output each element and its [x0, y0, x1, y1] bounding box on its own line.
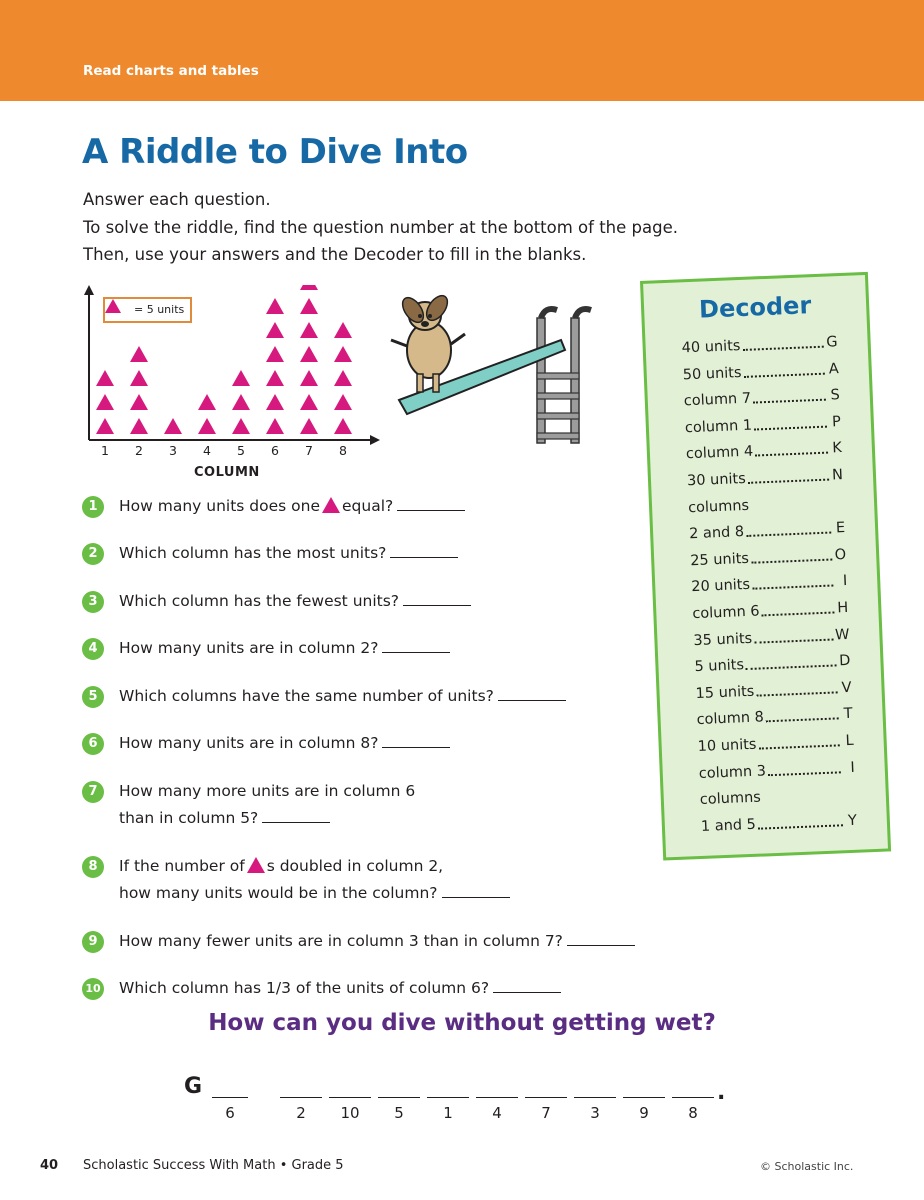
decoder-row — [686, 440, 843, 462]
decoder-label: column 7 — [683, 390, 752, 410]
decoder-label: column 6 — [692, 603, 760, 623]
question-text: If the number of — [119, 857, 245, 875]
x-axis-title: COLUMN — [194, 465, 260, 480]
decoder-leader-dots — [753, 399, 826, 404]
answer-blank[interactable] — [403, 592, 471, 606]
decoder-leader-dots — [748, 479, 829, 484]
decoder-letter: A — [828, 360, 840, 378]
decoder-leader-dots — [752, 585, 833, 590]
pictograph-triangle — [266, 346, 284, 362]
decoder-leader-dots — [754, 425, 827, 430]
pictograph-chart — [82, 285, 382, 485]
decoder-leader-dots — [766, 718, 839, 723]
decoder-label: 35 units — [693, 630, 753, 649]
answer-blank[interactable] — [442, 884, 510, 898]
x-tick-label: 3 — [169, 443, 177, 458]
decoder-label: 10 units — [697, 736, 757, 756]
decoder-label: 30 units — [686, 470, 747, 490]
decoder-row — [696, 706, 853, 728]
decoder-row — [690, 547, 847, 569]
question-text: How many units are in column 2? — [119, 639, 379, 657]
riddle-question: How can you dive without getting wet? — [208, 1010, 716, 1036]
riddle-given-letter: G — [184, 1074, 203, 1099]
decoder-leader-dots — [744, 372, 825, 377]
decoder-leader-dots — [755, 452, 828, 457]
riddle-blank[interactable] — [525, 1096, 567, 1098]
question-text-line2: than in column 5? — [119, 809, 259, 827]
pictograph-triangle — [300, 298, 318, 314]
decoder-letter: E — [835, 520, 846, 537]
decoder-letter: S — [830, 387, 841, 404]
page-number: 40 — [40, 1158, 59, 1173]
question-number-badge: 10 — [82, 978, 104, 1000]
header-band — [0, 0, 924, 101]
pictograph-triangle — [198, 418, 216, 434]
question-number-badge: 4 — [82, 638, 104, 660]
question-text: Which columns have the same number of units? — [119, 687, 494, 705]
page-title: A Riddle to Dive Into — [82, 132, 468, 172]
pictograph-triangle — [232, 370, 250, 386]
decoder-label: column 4 — [685, 443, 754, 463]
decoder-row — [700, 786, 857, 808]
decoder-letter: N — [831, 467, 844, 484]
pictograph-triangle — [96, 370, 114, 386]
decoder-letter: V — [841, 679, 852, 697]
riddle-blank-number: 9 — [639, 1104, 649, 1122]
decoder-letter: I — [842, 573, 848, 590]
decoder-row — [701, 813, 858, 835]
answer-blank[interactable] — [382, 734, 450, 748]
question-number-badge: 8 — [82, 856, 104, 878]
question-text-end: equal? — [342, 497, 394, 515]
riddle-blank-number: 2 — [296, 1104, 306, 1122]
x-tick-label: 5 — [237, 443, 245, 458]
answer-blank[interactable] — [382, 639, 450, 653]
riddle-blank[interactable] — [427, 1096, 469, 1098]
decoder-letter: L — [845, 732, 854, 750]
decoder-label: columns — [699, 789, 762, 809]
riddle-blank-number: 7 — [541, 1104, 551, 1122]
question-text: How many fewer units are in column 3 than in column 7? — [119, 932, 563, 950]
question-number-badge: 9 — [82, 931, 104, 953]
decoder-leader-dots — [746, 665, 837, 671]
pictograph-triangle — [334, 370, 352, 386]
riddle-blank-number: 8 — [688, 1104, 698, 1122]
answer-blank[interactable] — [567, 932, 635, 946]
book-title: Scholastic Success With Math • Grade 5 — [83, 1158, 344, 1173]
riddle-blank-number: 1 — [443, 1104, 453, 1122]
decoder-leader-dots — [762, 611, 835, 616]
decoder-label: columns — [687, 497, 750, 516]
decoder-row — [693, 626, 850, 648]
decoder-letter: G — [826, 334, 838, 351]
riddle-end-mark: . — [717, 1080, 726, 1105]
x-tick-label: 1 — [101, 443, 109, 458]
riddle-blank[interactable] — [329, 1096, 371, 1098]
pictograph-triangle — [198, 394, 216, 410]
riddle-blank[interactable] — [672, 1096, 714, 1098]
pictograph-triangle — [300, 285, 318, 290]
question-text: Which column has the fewest units? — [119, 592, 400, 610]
decoder-leader-dots — [756, 691, 837, 696]
answer-blank[interactable] — [397, 497, 465, 511]
copyright: © Scholastic Inc. — [760, 1160, 854, 1173]
riddle-blank[interactable] — [623, 1096, 665, 1098]
answer-blank[interactable] — [498, 687, 566, 701]
pictograph-triangle — [130, 346, 148, 362]
x-tick-label: 7 — [305, 443, 313, 458]
decoder-row — [688, 494, 845, 516]
decoder-row — [698, 759, 855, 781]
decoder-title: Decoder — [698, 291, 812, 324]
decoder-row — [682, 361, 839, 383]
decoder-row — [689, 520, 846, 542]
decoder-leader-dots — [758, 824, 843, 829]
decoder-letter: P — [831, 413, 842, 431]
triangle-icon — [322, 497, 340, 513]
pictograph-triangle — [334, 322, 352, 338]
answer-blank[interactable] — [493, 979, 561, 993]
decoder-leader-dots — [754, 638, 833, 643]
pictograph-triangle — [334, 394, 352, 410]
instruction-line-3: Then, use your answers and the Decoder to fill in the blanks. — [83, 245, 587, 264]
pictograph-triangle — [334, 418, 352, 434]
decoder-letter: K — [832, 440, 843, 457]
pictograph-triangle — [300, 418, 318, 434]
instruction-line-1: Answer each question. — [83, 190, 271, 209]
question-text: How many units are in column 8? — [119, 734, 379, 752]
decoder-row — [692, 600, 849, 622]
decoder-panel — [640, 272, 891, 861]
riddle-blank-number: 3 — [590, 1104, 600, 1122]
pictograph-triangle — [334, 346, 352, 362]
decoder-row — [687, 467, 844, 489]
question-text: Which column has 1/3 of the units of column 6? — [119, 979, 490, 997]
question-number-badge: 1 — [82, 496, 104, 518]
answer-blank[interactable] — [262, 809, 330, 823]
decoder-letter: H — [837, 599, 849, 617]
y-axis-arrow — [84, 285, 94, 295]
decoder-label: 40 units — [681, 338, 741, 357]
decoder-label: 5 units — [694, 657, 745, 676]
decoder-leader-dots — [768, 771, 841, 776]
question-text: How many more units are in column 6 — [119, 782, 416, 800]
pictograph-triangle — [232, 418, 250, 434]
pictograph-triangle — [130, 394, 148, 410]
decoder-label: 25 units — [689, 550, 750, 569]
decoder-label: column 8 — [696, 709, 765, 729]
decoder-row — [681, 334, 838, 356]
legend-text: = 5 units — [134, 303, 185, 316]
dog-diving-board-illustration — [385, 288, 605, 448]
decoder-label: column 1 — [684, 417, 753, 437]
decoder-label: 2 and 8 — [688, 524, 745, 543]
question-number-badge: 2 — [82, 543, 104, 565]
decoder-label: 20 units — [691, 577, 751, 596]
decoder-letter: T — [843, 706, 853, 723]
riddle-blank[interactable] — [378, 1096, 420, 1098]
riddle-blank[interactable] — [476, 1096, 518, 1098]
decoder-row — [684, 387, 841, 409]
riddle-blank-number: 10 — [340, 1104, 360, 1122]
pictograph-triangle — [266, 394, 284, 410]
decoder-letter: I — [850, 759, 856, 776]
question-text-end: s doubled in column 2, — [266, 857, 444, 875]
riddle-blank-number: 4 — [492, 1104, 502, 1122]
decoder-row — [694, 653, 851, 675]
question-number-badge: 3 — [82, 591, 104, 613]
question-text-line2: how many units would be in the column? — [119, 884, 438, 902]
question-text: How many units does one — [119, 497, 321, 515]
riddle-blank[interactable] — [574, 1096, 616, 1098]
decoder-row — [691, 573, 848, 595]
question-number-badge: 5 — [82, 686, 104, 708]
riddle-blank-number: 5 — [394, 1104, 404, 1122]
decoder-leader-dots — [743, 346, 824, 351]
decoder-label: 1 and 5 — [700, 816, 757, 835]
pictograph-triangle — [164, 418, 182, 434]
pictograph-triangle — [232, 394, 250, 410]
riddle-blank[interactable] — [212, 1096, 248, 1098]
decoder-letter: D — [838, 653, 851, 670]
riddle-blank-number: 6 — [225, 1104, 235, 1122]
decoder-leader-dots — [759, 744, 840, 749]
pictograph-triangle — [300, 346, 318, 362]
x-tick-label: 6 — [271, 443, 279, 458]
decoder-leader-dots — [751, 558, 832, 563]
pictograph-triangle — [300, 370, 318, 386]
decoder-leader-dots — [746, 532, 831, 537]
pictograph-triangle — [266, 370, 284, 386]
pictograph-triangle — [96, 394, 114, 410]
triangle-icon — [105, 299, 121, 313]
question-text: Which column has the most units? — [119, 544, 387, 562]
decoder-letter: W — [834, 626, 850, 644]
pictograph-triangle — [266, 298, 284, 314]
chart-legend — [103, 297, 192, 323]
decoder-row — [695, 680, 852, 702]
x-tick-label: 8 — [339, 443, 347, 458]
section-label: Read charts and tables — [83, 63, 259, 79]
answer-blank[interactable] — [390, 544, 458, 558]
pictograph-triangle — [130, 370, 148, 386]
pictograph-triangle — [96, 418, 114, 434]
pictograph-triangle — [266, 322, 284, 338]
pictograph-triangle — [300, 322, 318, 338]
triangle-icon — [247, 857, 265, 873]
question-number-badge: 7 — [82, 781, 104, 803]
x-axis-arrow — [370, 435, 380, 445]
decoder-row — [685, 414, 842, 436]
decoder-letter: O — [834, 546, 847, 564]
x-tick-label: 2 — [135, 443, 143, 458]
riddle-question-wrap — [0, 1010, 924, 1036]
decoder-row — [697, 733, 854, 755]
riddle-blank[interactable] — [280, 1096, 322, 1098]
decoder-letter: Y — [847, 812, 858, 829]
decoder-label: column 3 — [698, 762, 767, 782]
decoder-label: 50 units — [682, 364, 742, 383]
pictograph-triangle — [300, 394, 318, 410]
decoder-label: 15 units — [695, 683, 755, 702]
question-number-badge: 6 — [82, 733, 104, 755]
pictograph-triangle — [266, 418, 284, 434]
pictograph-triangle — [130, 418, 148, 434]
instruction-line-2: To solve the riddle, find the question number at the bottom of the page. — [83, 218, 678, 237]
x-tick-label: 4 — [203, 443, 211, 458]
